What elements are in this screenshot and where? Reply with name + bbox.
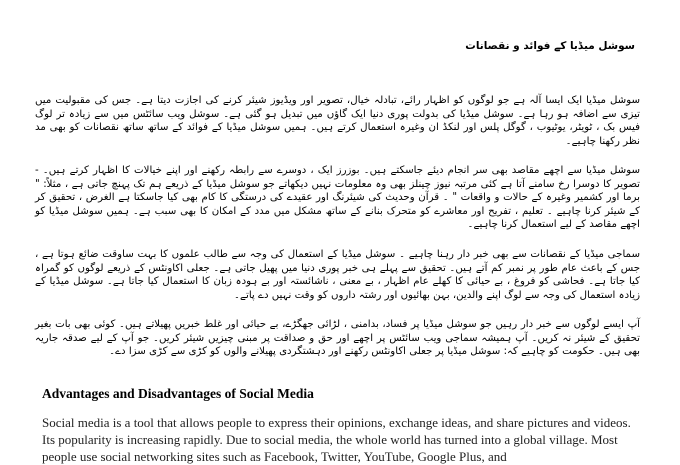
urdu-paragraph-3: سماجی میڈیا کے نقصانات سے بھی خبر دار رہنا چاہیے ۔ سوشل میڈیا کے استعمال کی وجہ سے طالب علموں کا بہت ساوقت ضائع ہوتا ہے ، جس کے باعث عام طور پر نمبر کم آتے ہیں۔ تحقیق سے پہلے ہی خبر پوری دنیا میں پھیل جاتی ہے۔ جعلی اکاونٹس کے ذریعے لوگوں کو گمراہ کیا جاتا ہے۔ فحاشی کو فروغ ، بے حیائی کا کھلے عام اظہار ، بے معنی ، ناشائستہ اور بے ہودہ زبان کا استعمال کیا جاتا ہے۔ سوشل میڈیا کے زیادہ استعمال کی وجہ سے لوگ اپنے والدین، بہن بھائیوں اور رشتہ داروں کو وقت نہیں دے پاتے۔ — [35, 249, 640, 301]
english-paragraph: Social media is a tool that allows people to express their opinions, exchange ideas, and share pictures and videos. Its popularity is increasing rapidly. Due to social media, the whole world has turned into a global village. Most people use social networking sites such as Facebook, Twitter, YouTube, Google Plus, and — [42, 415, 631, 464]
urdu-paragraph-4: آپ ایسے لوگوں سے خبر دار رہیں جو سوشل میڈیا پر فساد، بدامنی ، لڑائی جھگڑے، بے حیائی اور غلط خبریں پھیلاتے ہیں۔ کوئی بھی بات بغیر تحقیق کے شیئر نہ کریں۔ آپ ہمیشہ سماجی ویب سائٹس پر اچھے اور حق و صداقت پر مبنی چیزیں شیئر کریں۔ جو آپ کے لیے صدقہ جاریہ بھی ہیں۔ حکومت کو چاہیے کہ: سوشل میڈیا پر جعلی اکاونٹس رکھنے اور دہشتگردی پھیلانے والوں کو کڑی سے کڑی سزا دے۔ — [35, 319, 640, 357]
urdu-paragraph-1: سوشل میڈیا ایک ایسا آلہ ہے جو لوگوں کو اظہار رائے، تبادلہ خیال، تصویر اور ویڈیوز شیئر کرنے کی اجازت دیتا ہے۔ جس کی مقبولیت میں تیزی سے اضافہ ہو رہا ہے۔ سوشل میڈیا کی بدولت پوری دنیا ایک گاؤں میں تبدیل ہو گئی ہے۔ سوشل ویب سائٹس میں سے زیادہ تر لوگ فیس بک ، ٹویٹر، یوٹیوب ، گوگل پلس اور لنکڈ ان وغیرہ استعمال کرتے ہیں۔ ہمیں سوشل میڈیا کے فوائد کے ساتھ ساتھ نقصانات کو بھی مد نظر رکھنا چاہیے۔ — [35, 95, 640, 147]
urdu-paragraph-2: سوشل میڈیا سے اچھے مقاصد بھی سر انجام دیئے جاسکتے ہیں۔ بوزرز ایک ، دوسرے سے رابطہ رکھنے اور اپنے خیالات کا اظہار کرتے ہیں۔ - تصویر کا دوسرا رخ سامنے آتا ہے کئی مرتبہ نیوز چینلز بھی وہ معلومات نہیں دیکھاتے جو سوشل میڈیا کے ذریعے ہم تک پہنچ جاتی ہے ، مثلاً: " برما اور کشمیر وغیرہ کے حالات و واقعات " ۔ قرآن وحدیث کی شیئرنگ اور عقیدے کی درستگی کا کام بھی کیا جاسکتا ہے الغرض ، تحقیق کر کے شیئر کرنا چاہیے ۔ تعلیم ، تفریح اور معاشرے کو متحرک بنانے کے ساتھ مشکل میں مدد کے امکان کا بھی سبب ہے۔ ہمیں سوشل میڈیا کو اچھے مقاصد کے لیے استعمال کرنا چاہیے۔ — [35, 165, 640, 230]
english-heading: Advantages and Disadvantages of Social Media — [42, 386, 314, 401]
urdu-title: سوشل میڈیا کے فوائد و نقصانات — [465, 40, 635, 52]
